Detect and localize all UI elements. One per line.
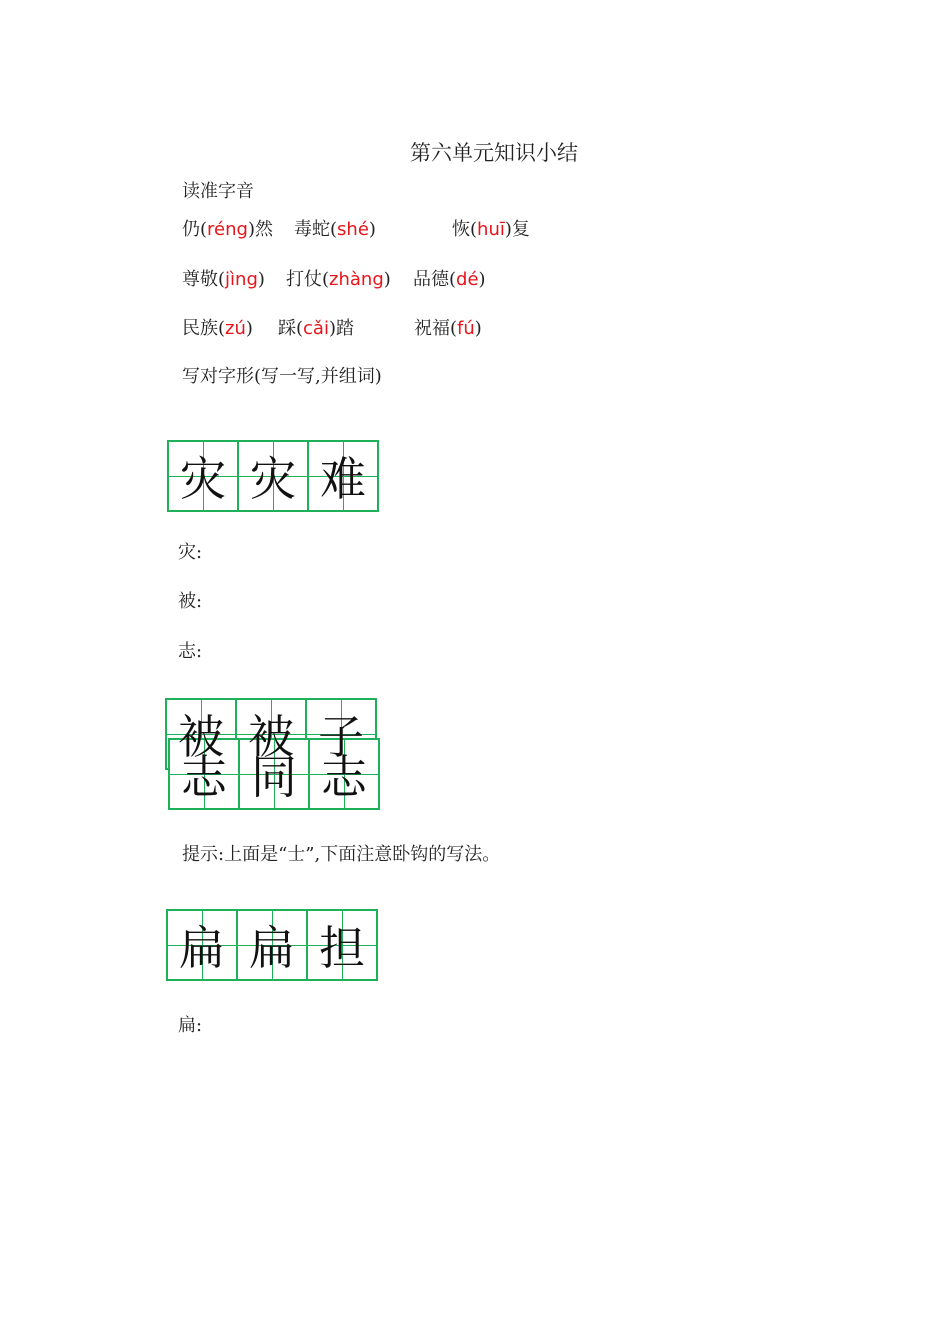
word-label: 被: [178,591,203,612]
grid-character: 灾 [180,452,226,506]
tianzige-cell [168,738,240,810]
grid-character: 扁 [179,921,225,975]
page-title: 第六单元知识小结 [410,141,578,165]
grid-character: 难 [320,452,366,506]
tianzige-cell [308,738,380,810]
grid-character: 被 [248,710,294,764]
grid-character: 担 [319,921,365,975]
grid-character: 同 [251,750,297,804]
hint-text: 提示:上面是“士”,下面注意卧钩的写法。 [182,844,501,865]
tianzige-cell [167,440,239,512]
pinyin-item: 祝福(fú) [414,318,482,339]
pinyin-item: 踩(cǎi)踏 [278,318,354,339]
grid-character: 灾 [250,452,296,506]
tianzige-cell [307,440,379,512]
tianzige-row [168,738,378,810]
grid-character: 扁 [249,921,295,975]
pinyin-text: zú [225,318,246,339]
pinyin-text: zhàng [329,269,384,290]
tianzige-cell [238,738,310,810]
grid-character: 志 [321,750,367,804]
section-heading-writing: 写对字形(写一写,并组词) [182,366,382,387]
tianzige-row [166,909,376,981]
pinyin-text: dé [456,269,479,290]
pinyin-text: cǎi [303,318,329,339]
tianzige-row [167,440,377,512]
word-label: 志: [178,641,203,662]
tianzige-cell [166,909,238,981]
section-heading-pronunciation: 读准字音 [182,181,254,202]
word-label: 灾: [178,542,203,563]
pinyin-item: 打仗(zhàng) [286,269,391,290]
pinyin-item: 品德(dé) [413,269,486,290]
tianzige-cell [236,909,308,981]
pinyin-item: 尊敬(jìng) [182,269,265,290]
pinyin-item: 仍(réng)然 [182,219,273,240]
pinyin-text: huī [477,219,505,240]
pinyin-text: jìng [225,269,258,290]
pinyin-item: 民族(zú) [182,318,253,339]
grid-character: 志 [181,750,227,804]
pinyin-item: 恢(huī)复 [452,219,530,240]
grid-character: 子 [318,710,364,764]
grid-character: 被 [178,710,224,764]
tianzige-cell [237,440,309,512]
word-label: 扁: [178,1015,203,1036]
pinyin-text: shé [337,219,369,240]
pinyin-text: fú [457,318,475,339]
pinyin-item: 毒蛇(shé) [294,219,376,240]
pinyin-text: réng [207,219,248,240]
tianzige-cell [306,909,378,981]
